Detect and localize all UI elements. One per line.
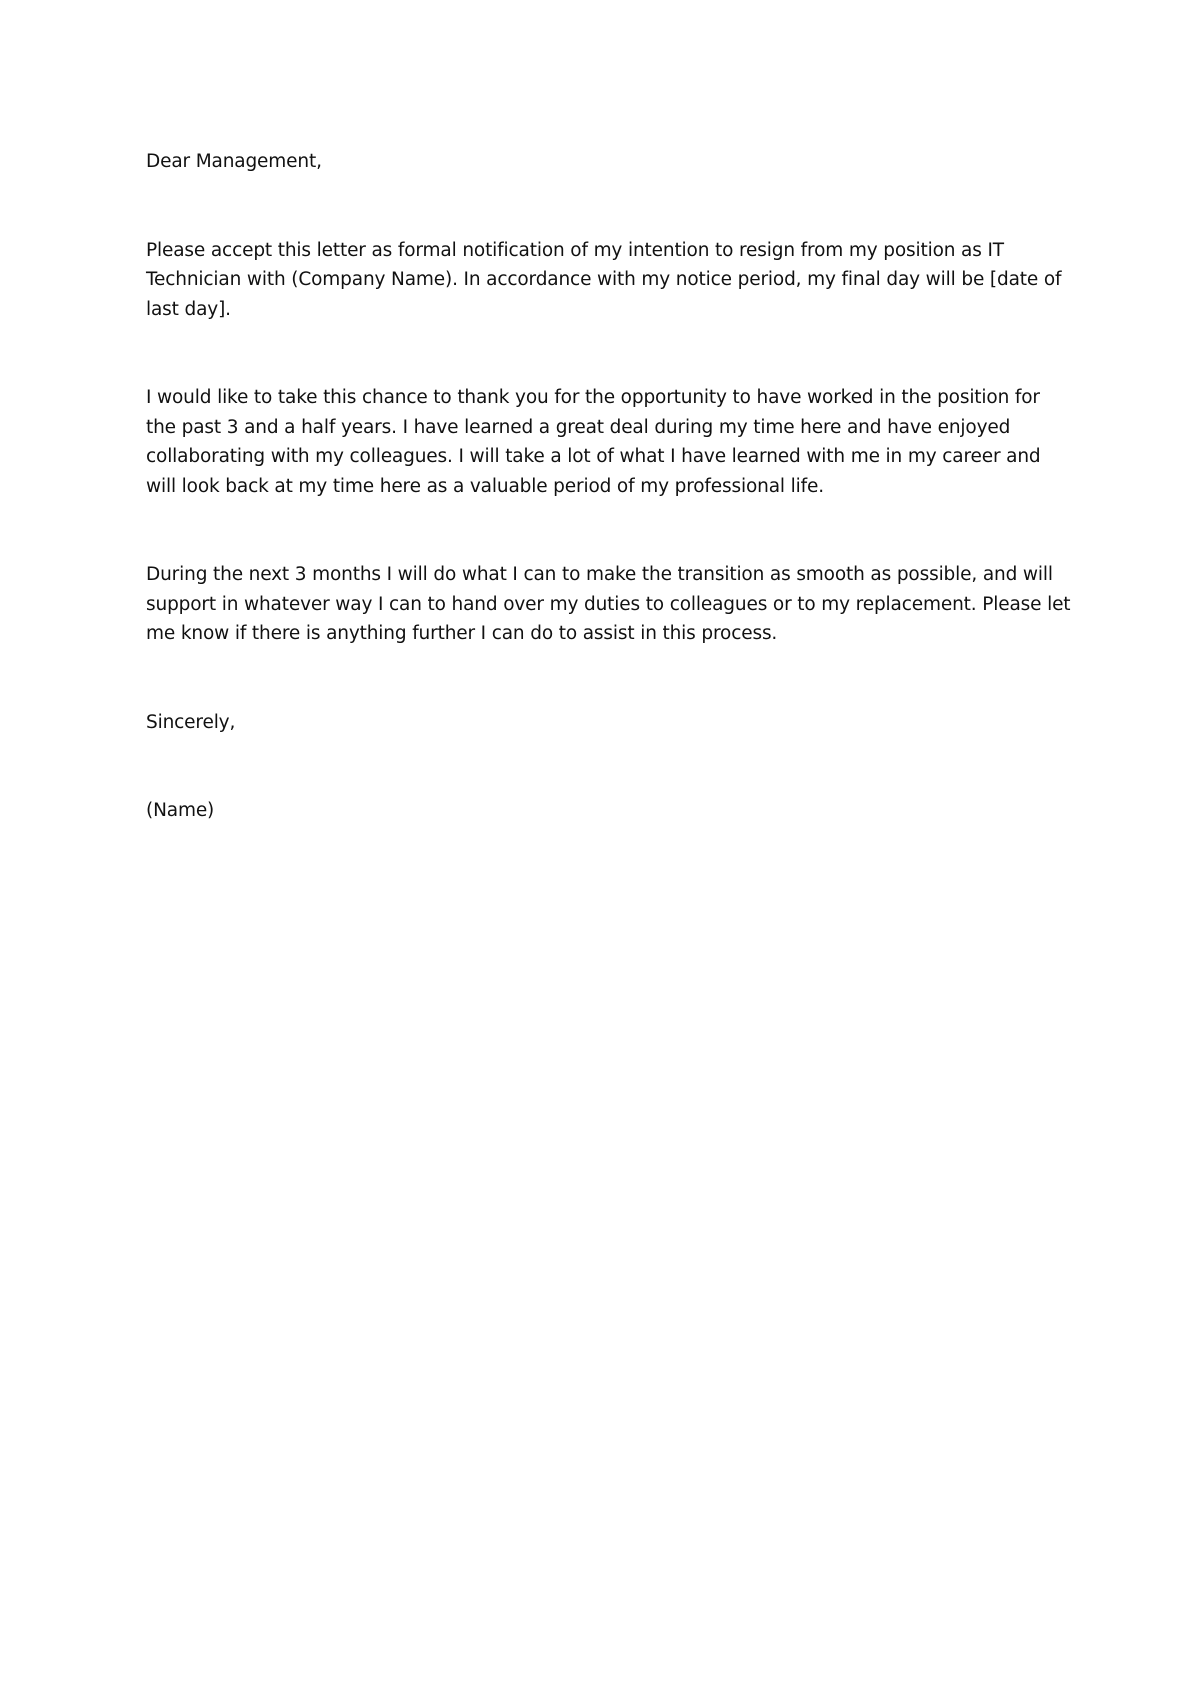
letter-paragraph-transition: During the next 3 months I will do what I can to make the transition as smooth as possible, and will support in whatever way I can to hand over my duties to colleagues or to my replacement. Please let me know if there is anything further I can do to assist in this process.	[146, 564, 1071, 644]
letter-paragraph-notice: Please accept this letter as formal notification of my intention to resign from my position as IT Technician with (Company Name). In accordance with my notice period, my final day will be [date of last day].	[146, 239, 1062, 320]
letter-signature: (Name)	[146, 800, 215, 821]
resignation-letter	[146, 147, 1076, 826]
letter-greeting: Dear Management,	[146, 151, 322, 172]
letter-paragraph-thanks: I would like to take this chance to thank you for the opportunity to have worked in the position for the past 3 and a half years. I have learned a great deal during my time here and have enjoyed collaborating with my colleagues. I will take a lot of what I have learned with me in my career and will look back at my time here as a valuable period of my professional life.	[146, 387, 1041, 497]
letter-closing: Sincerely,	[146, 711, 236, 733]
